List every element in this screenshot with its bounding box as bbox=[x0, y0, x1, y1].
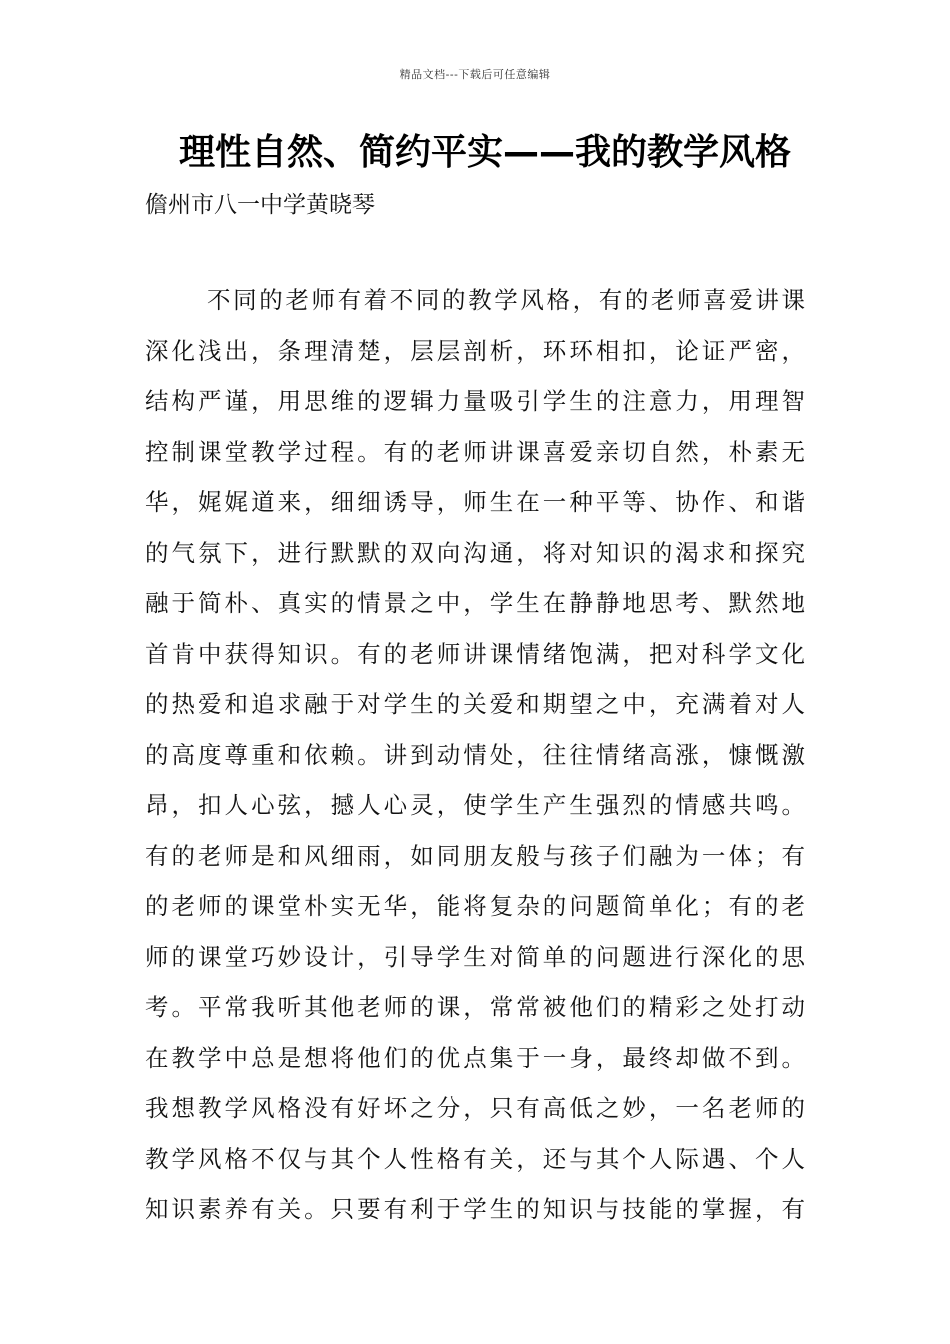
body-line: 首肯中获得知识。有的老师讲课情绪饱满，把对科学文化 bbox=[145, 639, 805, 668]
body-line: 融于简朴、真实的情景之中，学生在静静地思考、默然地 bbox=[145, 589, 805, 617]
body-line: 不同的老师有着不同的教学风格，有的老师喜爱讲课 bbox=[207, 286, 805, 314]
body-line: 的高度尊重和依赖。讲到动情处，往往情绪高涨，慷慨激 bbox=[145, 740, 805, 769]
body-line: 昂，扣人心弦，撼人心灵，使学生产生强烈的情感共鸣。 bbox=[145, 791, 805, 819]
body-line: 的热爱和追求融于对学生的关爱和期望之中，充满着对人 bbox=[145, 690, 805, 718]
body-line: 深化浅出，条理清楚，层层剖析，环环相扣，论证严密， bbox=[145, 336, 805, 365]
body-line: 我想教学风格没有好坏之分，只有高低之妙，一名老师的 bbox=[145, 1094, 805, 1122]
document-title: 理性自然、简约平实——我的教学风格 bbox=[178, 132, 791, 173]
body-line: 的老师的课堂朴实无华，能将复杂的问题简单化；有的老 bbox=[145, 892, 805, 920]
body-line: 教学风格不仅与其个人性格有关，还与其个人际遇、个人 bbox=[145, 1144, 805, 1173]
body-line: 考。平常我听其他老师的课，常常被他们的精彩之处打动 bbox=[145, 993, 805, 1021]
body-line: 结构严谨，用思维的逻辑力量吸引学生的注意力，用理智 bbox=[145, 387, 805, 415]
body-line: 师的课堂巧妙设计，引导学生对简单的问题进行深化的思 bbox=[145, 942, 805, 971]
body-line: 华，娓娓道来，细细诱导，师生在一种平等、协作、和谐 bbox=[145, 488, 805, 516]
body-line: 控制课堂教学过程。有的老师讲课喜爱亲切自然，朴素无 bbox=[145, 437, 805, 466]
body-line: 的气氛下，进行默默的双向沟通，将对知识的渴求和探究 bbox=[145, 538, 805, 567]
body-line: 在教学中总是想将他们的优点集于一身，最终却做不到。 bbox=[145, 1043, 805, 1072]
body-line: 知识素养有关。只要有利于学生的知识与技能的掌握，有 bbox=[145, 1195, 805, 1223]
body-line: 有的老师是和风细雨，如同朋友般与孩子们融为一体；有 bbox=[145, 841, 805, 870]
header-note: 精品文档---下载后可任意编辑 bbox=[399, 68, 551, 81]
author-line: 儋州市八一中学黄晓琴 bbox=[145, 192, 375, 218]
body-paragraph bbox=[145, 278, 805, 1238]
